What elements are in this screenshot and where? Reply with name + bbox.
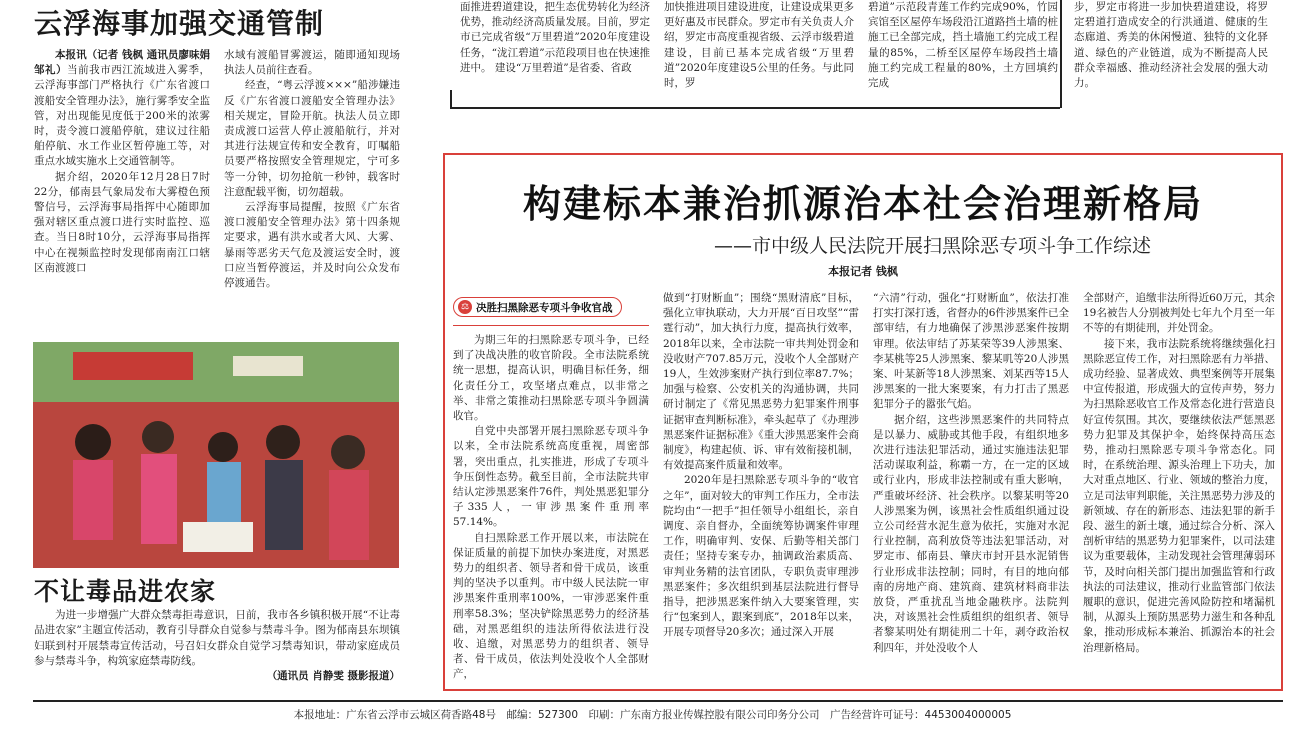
photo-credit: （通讯员 肖静雯 摄影报道） — [266, 670, 400, 682]
maritime-article-col1: 本报讯（记者 钱枫 通讯员廖味娟 邹礼）当前我市西江流域进入雾季，云浮海事部门严格执行《广东省渡口渡船安全管理办法》，施行雾季安全监管，对出现能见度低于200米的浓雾时，责令渡口渡船停航，建议过往船舶停航、水工作业区暂停施工等，对重点水域实施水上交通管制等。 据介绍，2020年12月28日7时22分，郁南县气象局发布大雾橙色预警信号，云浮海事局指挥中心随即加强对辖区重点渡口进行实时监控、巡查。当日8时10分，云浮海事局指挥中心在视频监控时发现郁南南江口辖区南渡渡口 — [34, 49, 210, 274]
feature-tag-label: 决胜扫黑除恶专项斗争收官战 — [476, 301, 613, 314]
feature-subtitle: ——市中级人民法院开展扫黑除恶专项斗争工作综述 — [713, 235, 1151, 257]
maritime-article-col2: 水域有渡船冒雾渡运，随即通知现场执法人员前往查看。 经查，“粤云浮渡×××”船涉嫌违反《广东省渡口渡船安全管理办法》相关规定，冒险开航。执法人员立即责成渡口运营人停止渡船航行，并对其进行法规宣传和安全教育，叮嘱船员要严格按照安全管理规定，宁可多等一分钟，切勿抢航一秒钟，载客时注意配载平衡，切勿超载。 云浮海事局提醒，按照《广东省渡口渡船安全管理办法》第十四条规定要求，遇有洪水或者大风、大雾、暴雨等恶劣天气危及渡运安全时，渡口应当暂停渡运，并及时向公众发布停渡通告。 — [224, 49, 400, 290]
feature-col1: 为期三年的扫黑除恶专项斗争，已经到了决战决胜的收官阶段。全市法院系统统一思想，提高认识，明确目标任务，细化责任分工，攻坚堵点难点，以非常之举、非常之策推动扫黑除恶专项斗争圆满收官。 自党中央部署开展扫黑除恶专项斗争以来，全市法院系统高度重视，周密部署，突出重点，扎实推进，形成了专项斗争压倒性态势。截至目前，全市法院共审结认定涉黑恶案件76件，判处黑恶犯罪分子335人，一审涉黑案件重刑率57.14%。 自扫黑除恶工作开展以来，市法院在保证质量的前提下加快办案进度，对黑恶势力的组织者、领导者和骨干成员，该重判的坚决予以重判。市中级人民法院一审涉黑案件重刑率100%，一审涉恶案件重刑率58.3%；坚决铲除黑恶势力的经济基础，对黑恶组织的违法所得依法进行没收、追缴，对黑恶势力的组织者、领导者、骨干成员，依法判处没收个人全部财产， — [453, 334, 649, 681]
feature-section-tag — [453, 297, 622, 317]
tag-underline — [453, 325, 649, 326]
feature-col4: 全部财产，追缴非法所得近60万元，其余19名被告人分别被判处七年九个月至一年不等的有期徒刑，并处罚金。 接下来，我市法院系统将继续强化扫黑除恶宣传工作，对扫黑除恶有力举措、成功经验、显著成效、典型案例等开展集中宣传报道，形成强大的宣传声势，努力为扫黑除恶收官工作及常态化进行营造良好宣传氛围。其次，要继续依法严惩黑恶势力犯罪及其保护伞，始终保持高压态势，推动扫黑除恶专项斗争常态化。同时，在系统治理、源头治理上下功夫，加大对重点地区、行业、领域的整治力度，立足司法审判职能，关注黑恶势力涉及的新领域、存在的新形态、违法犯罪的新手段、滋生的新土壤，通过综合分析、深入剖析审结的黑恶势力犯罪案件，以司法建议为重要载体，主动发现社会管理薄弱环节，及时向相关部门提出加强监管和行政执法的司法建议，推动行业监管部门依法履职的意识，促进完善风险防控和堵漏机制，从源头上预防黑恶势力滋生和各种乱象，推动形成标本兼治、抓源治本的社会治理新格局。 — [1083, 292, 1275, 654]
feature-col2: 做到“打财断血”；围绕“黑财清底”目标，强化立审执联动，大力开展“百日攻坚”“雷霆行动”，加大执行力度，提高执行效率，2018年以来，全市法院一审共判处罚金和没收财产707.85万元，没收个人全部财产19人，生效涉案财产执行到位率87.7%；加强与检察、公安机关的沟通协调，共同研讨制定了《常见黑恶势力犯罪案件刑事证据审查判断标准》，牵头起草了《办理涉黑恶案件证据标准》《重大涉黑恶案件会商制度》，构建起侦、诉、审有效衔接机制，有效提高案件质量和效率。 2020年是扫黑除恶专项斗争的“收官之年”，面对较大的审判工作压力，全市法院均由“一把手”担任领导小组组长，亲自调度、亲自督办，全面统筹协调案件审理工作，明确审判、安保、后勤等相关部门责任；坚持专案专办，抽调政治素质高、审判业务精的法官团队，专职负责审理涉黑恶案件；多次组织到基层法院进行督导指导，把涉黑恶案件纳入大要案管理，实行“包案到人，跟案到底”，2018年以来，开展专项督导20多次；通过深入开展 — [663, 292, 859, 639]
page-footer: 本报地址：广东省云浮市云城区荷香路48号 邮编：527300 印刷：广东南方报业传媒控股有限公司印务分公司 广告经营许可证号：4453004000005 — [293, 709, 1012, 721]
headline-anti-drug: 不让毒品进农家 — [34, 577, 217, 606]
footer-rule — [33, 700, 1283, 702]
maritime-byline: 本报讯（记者 钱枫 通讯员廖味娟 邹礼） — [34, 49, 210, 77]
scales-icon: ⚖ — [458, 300, 472, 314]
feature-byline: 本报记者 钱枫 — [828, 265, 898, 278]
headline-maritime: 云浮海事加强交通管制 — [34, 7, 325, 40]
top-article-col4: 步，罗定市将进一步加快碧道建设，将罗定碧道打造成安全的行洪通道、健康的生态廊道、秀美的休闲慢道、独特的文化驿道、绿色的产业链道，成为不断提高人民群众幸福感、推动经济社会发展的强大动力。 — [1074, 1, 1268, 90]
top-article-col2: 加快推进项目建设进度，让建设成果更多更好惠及市民群众。罗定市有关负责人介绍，罗定市高度重视省级、云浮市级碧道建设，目前已基本完成省级“万里碧道”2020年度建设5公里的任务。与此同时，罗 — [664, 1, 854, 90]
feature-title: 构建标本兼治抓源治本社会治理新格局 — [522, 182, 1203, 226]
top-article-col3: 碧道”示范段青莲工作约完成90%，竹园宾馆至区屋停车场段沿江道路挡土墙的桩施工已全部完成，挡土墙施工约完成工程量的85%，二桥至区屋停车场段挡土墙施工约完成工程量的80%，土方回填约完成 — [868, 1, 1058, 90]
feature-article-frame — [443, 153, 1283, 691]
top-article-col1: 面推进碧道建设，把生态优势转化为经济优势，推动经济高质量发展。目前，罗定市已完成省级“万里碧道”2020年度建设任务，“泷江碧道”示范段项目也在快速推进中。 建设“万里碧道”是省委、省政 — [460, 1, 650, 74]
top-article-left-rule — [450, 90, 452, 108]
photo-illustration — [33, 342, 399, 568]
anti-drug-photo — [33, 342, 399, 568]
feature-col3: “六清”行动，强化“打财断血”，依法打准打实打深打透，省督办的6件涉黑案件已全部审结，有力地确保了涉黑涉恶案件按期审理。依法审结了苏某荣等39人涉黑案、李某桃等25人涉黑案、黎某叽等20人涉黑案、叶某新等18人涉黑案、刘某西等15人涉黑案的一批大案要案，有力打击了黑恶犯罪分子的嚣张气焰。 据介绍，这些涉黑恶案件的共同特点是以暴力、威胁或其他手段，有组织地多次进行违法犯罪活动，通过实施违法犯罪活动谋取利益，称霸一方，在一定的区域或行业内，形成非法控制或有重大影响，严重破坏经济、社会秩序。以黎某明等20人涉黑案为例，该黑社会性质组织通过设立公司经营水泥生意为依托，实施对水泥行业控制，高利放贷等违法犯罪活动，对罗定市、郁南县、肇庆市封开县水泥销售行业形成非法控制；同时，有目的地向郁南的房地产商、建筑商、建筑材料商非法放贷，严重扰乱当地金融秩序。法院判决，对该黑社会性质组织的组织者、领导者黎某明处有期徒刑二十年，剥夺政治权利四年，并处没收个人 — [873, 292, 1069, 654]
photo-caption: 为进一步增强广大群众禁毒拒毒意识，日前，我市各乡镇积极开展“不让毒品进农家”主题宣传活动，教育引导群众自觉参与禁毒斗争。图为郁南县东坝镇妇联到村开展禁毒宣传活动，号召妇女群众自觉学习禁毒知识，带动家庭成员参与禁毒斗争，构筑家庭禁毒防线。 — [34, 609, 400, 668]
top-article-divider — [1060, 0, 1062, 108]
photo-label — [33, 342, 34, 343]
top-article-bottom-rule — [450, 107, 1060, 109]
